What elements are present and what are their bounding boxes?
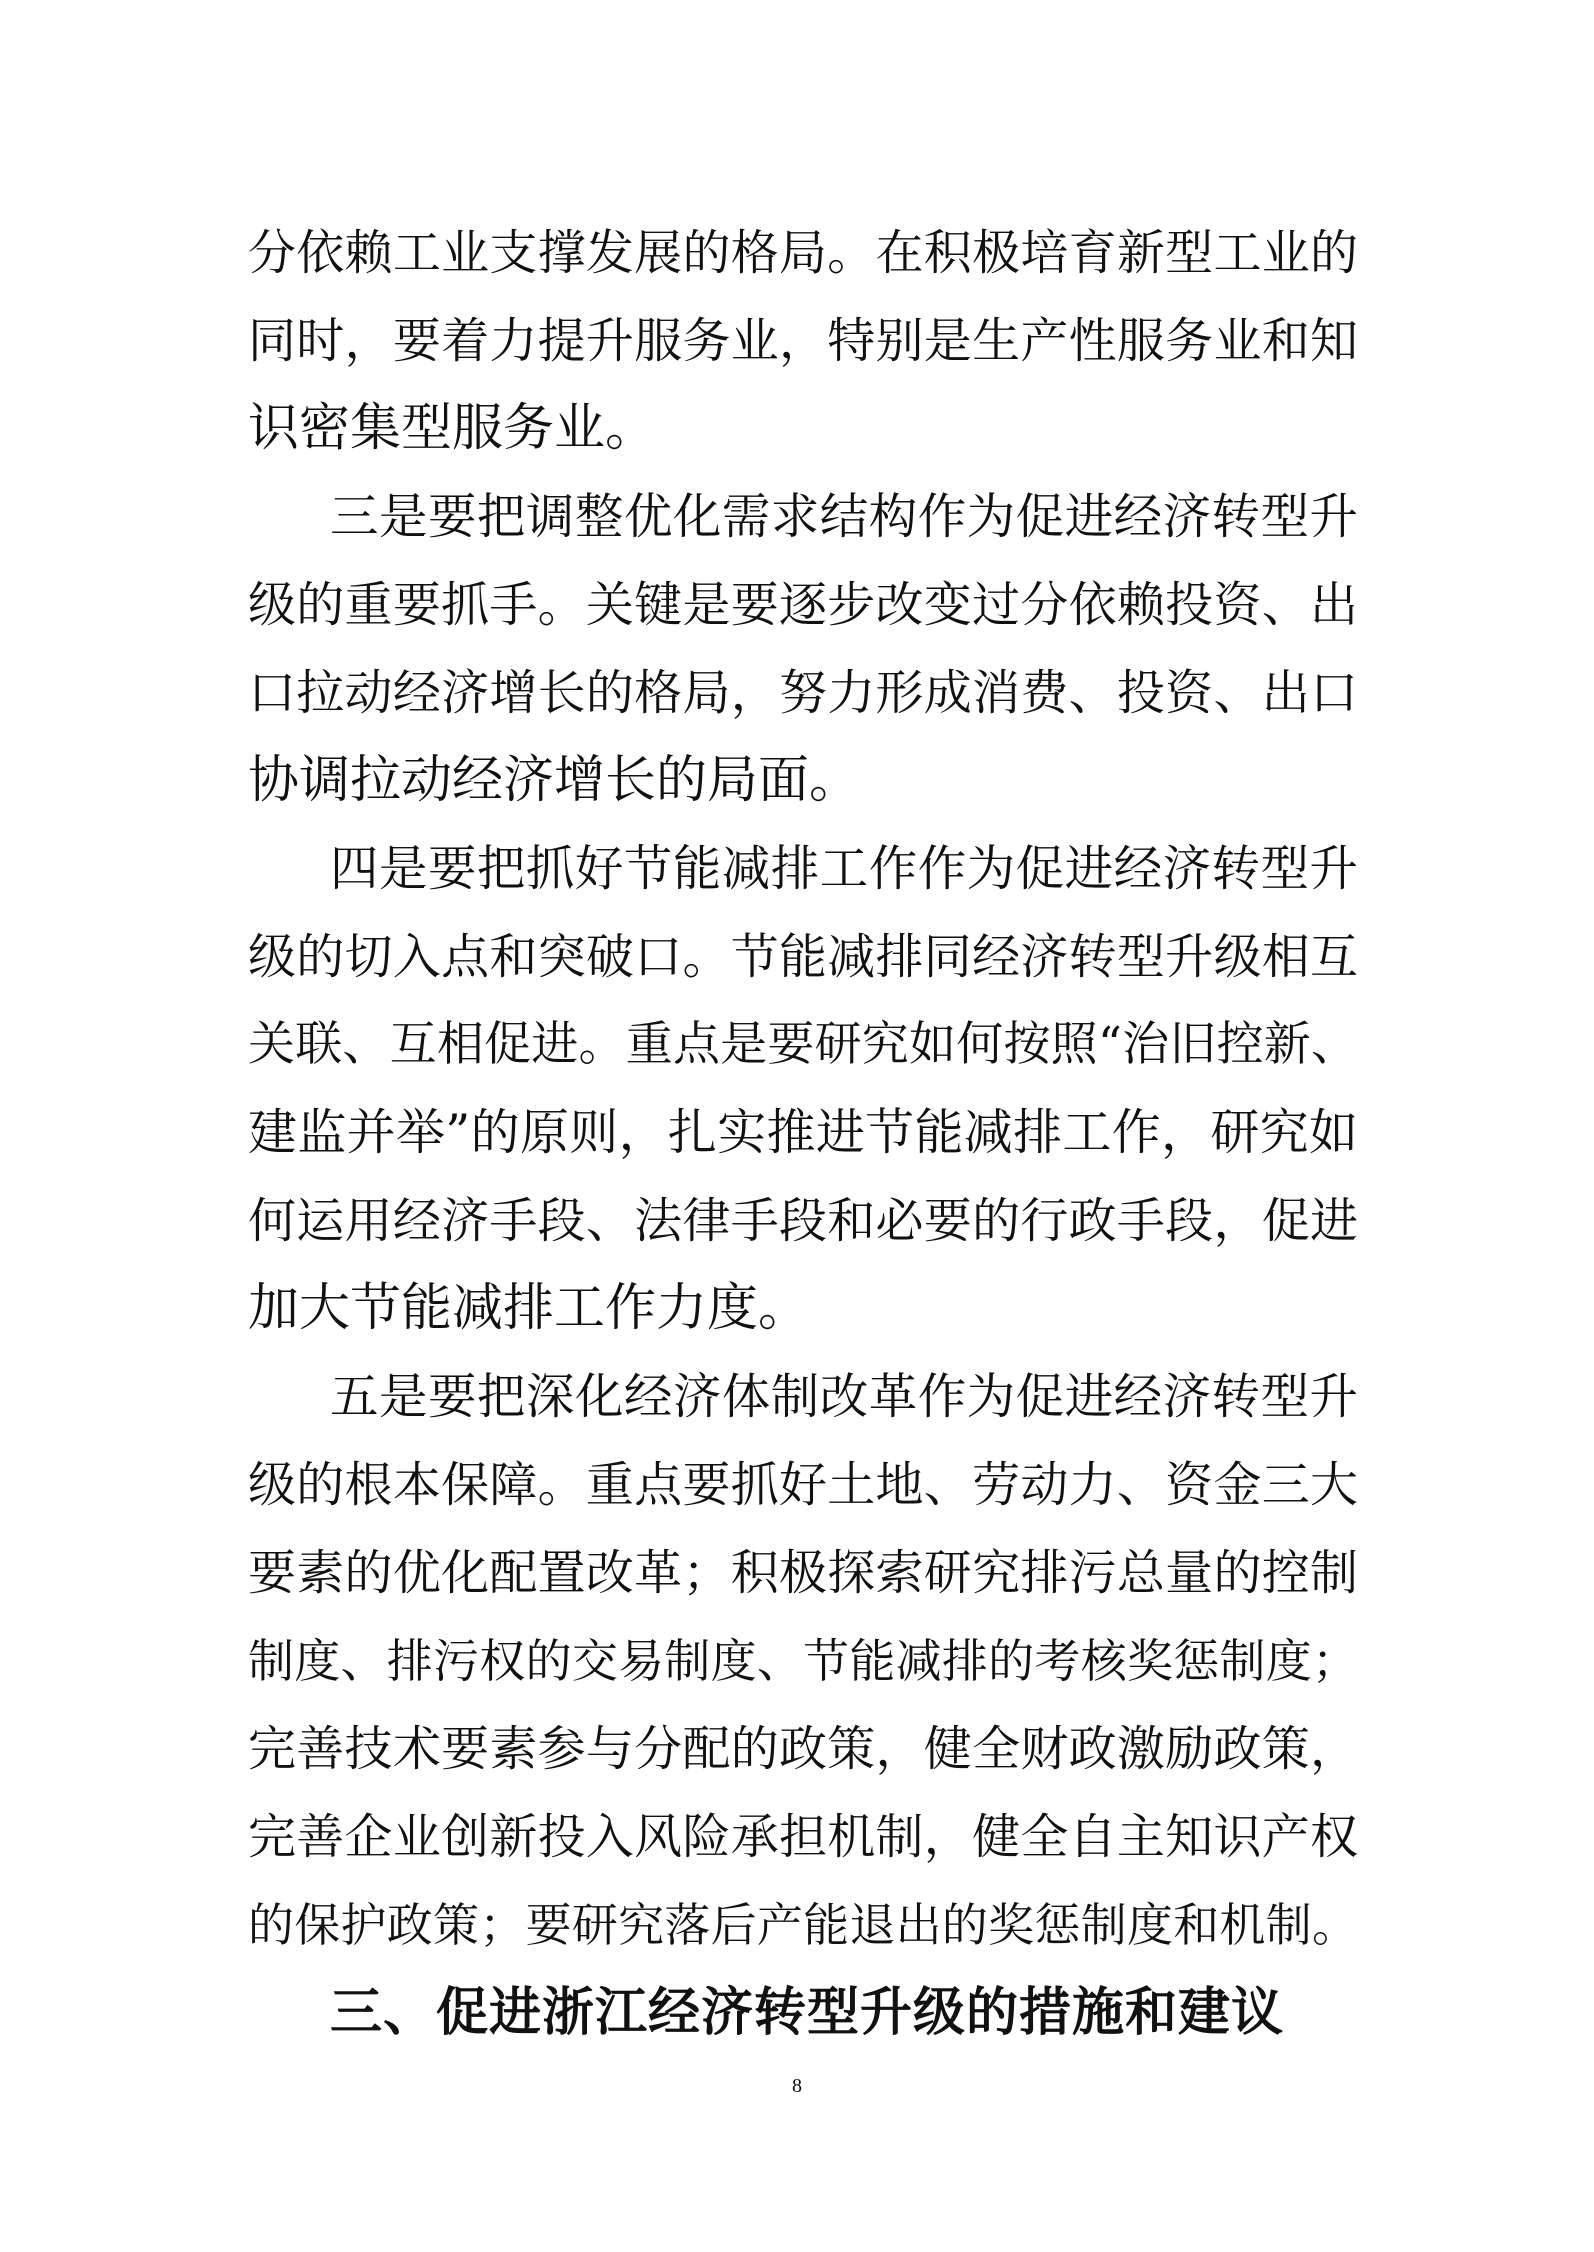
body-line-9: 级的切入点和突破口。节能减排同经济转型升级相互	[248, 929, 1358, 985]
body-line-20: 的保护政策；要研究落后产能退出的奖惩制度和机制。	[248, 1898, 1358, 1952]
body-line-7: 协调拉动经济增长的局面。	[248, 751, 861, 810]
body-line-18: 完善技术要素参与分配的政策，健全财政激励政策，	[248, 1721, 1358, 1777]
body-line-19: 完善企业创新投入风险承担机制，健全自主知识产权	[248, 1809, 1358, 1865]
body-line-1: 分依赖工业支撑发展的格局。在积极培育新型工业的	[248, 225, 1358, 281]
body-line-16: 要素的优化配置改革；积极探索研究排污总量的控制	[248, 1545, 1358, 1601]
paragraph-5-first-line: 五是要把深化经济体制改革作为促进经济转型升	[330, 1369, 1358, 1425]
paragraph-4-first-line: 四是要把抓好节能减排工作作为促进经济转型升	[330, 841, 1358, 897]
body-line-13: 加大节能减排工作力度。	[248, 1279, 810, 1338]
body-line-6: 口拉动经济增长的格局，努力形成消费、投资、出口	[248, 665, 1358, 721]
body-line-3: 识密集型服务业。	[248, 399, 657, 458]
section-heading: 三、促进浙江经济转型升级的措施和建议	[330, 1983, 1285, 2043]
body-line-15: 级的根本保障。重点要抓好土地、劳动力、资金三大	[248, 1457, 1358, 1513]
paragraph-3-first-line: 三是要把调整优化需求结构作为促进经济转型升	[330, 489, 1358, 545]
body-line-2: 同时，要着力提升服务业，特别是生产性服务业和知	[248, 313, 1358, 369]
page-number: 8	[792, 2075, 802, 2097]
body-line-12: 何运用经济手段、法律手段和必要的行政手段，促进	[248, 1193, 1358, 1249]
body-line-5: 级的重要抓手。关键是要逐步改变过分依赖投资、出	[248, 577, 1358, 633]
body-line-10: 关联、互相促进。重点是要研究如何按照“治旧控新、	[248, 1017, 1358, 1072]
body-line-17: 制度、排污权的交易制度、节能减排的考核奖惩制度；	[248, 1634, 1358, 1688]
body-line-11: 建监并举”的原则，扎实推进节能减排工作，研究如	[248, 1104, 1358, 1161]
